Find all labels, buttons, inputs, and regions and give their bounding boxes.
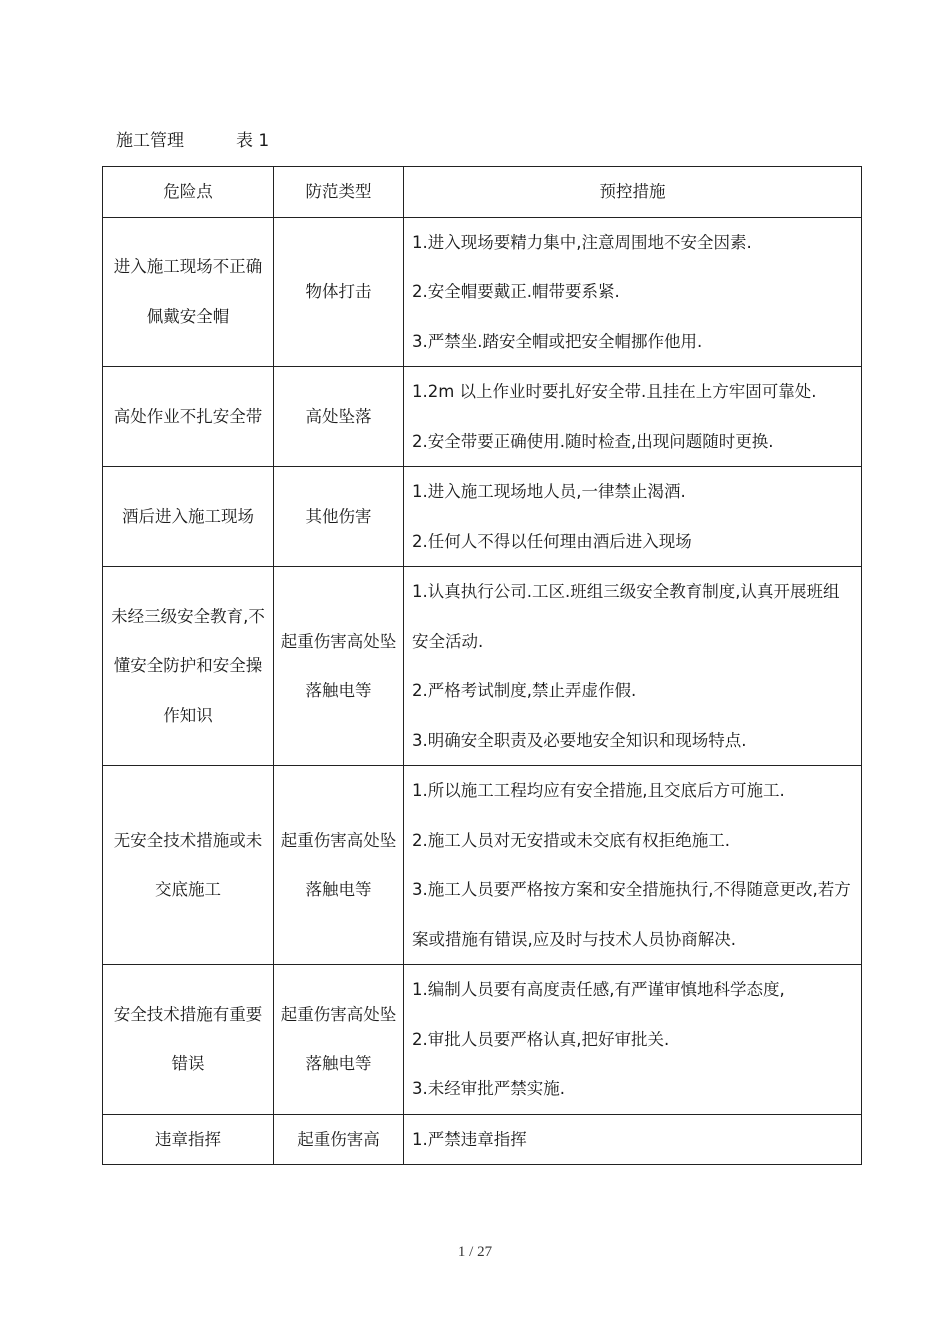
- measure-item: 1.2m 以上作业时要扎好安全带.且挂在上方牢固可靠处.: [412, 382, 817, 401]
- measure-item: 3.明确安全职责及必要地安全知识和现场特点.: [412, 730, 747, 750]
- measure-item: 2.安全帽要戴正.帽带要系紧.: [412, 282, 620, 301]
- type-cell: 物体打击: [274, 217, 404, 367]
- table-row: [103, 766, 862, 965]
- table-row: [103, 1114, 862, 1165]
- document-title: [116, 128, 269, 154]
- measure-item: 1.进入现场要精力集中,注意周围地不安全因素.: [412, 232, 752, 252]
- measures-cell: [404, 1114, 862, 1165]
- section-title: 施工管理: [116, 131, 184, 151]
- hazard-control-table: [102, 166, 862, 1165]
- type-cell: 起重伤害高: [274, 1114, 404, 1165]
- measure-item: 3.施工人员要严格按方案和安全措施执行,不得随意更改,若方案或措施有错误,应及时与技术人员协商解决.: [412, 880, 851, 949]
- hazard-cell: 进入施工现场不正确佩戴安全帽: [103, 217, 274, 367]
- measures-cell: [404, 766, 862, 965]
- table-label: 表 1: [236, 131, 270, 151]
- measure-item: 2.审批人员要严格认真,把好审批关.: [412, 1029, 670, 1049]
- measures-cell: [404, 965, 862, 1115]
- measures-cell: [404, 567, 862, 766]
- table-row: [103, 965, 862, 1115]
- hazard-cell: 违章指挥: [103, 1114, 274, 1165]
- column-header-measures: 预控措施: [404, 167, 862, 218]
- type-cell: 其他伤害: [274, 467, 404, 567]
- hazard-cell: 高处作业不扎安全带: [103, 367, 274, 467]
- measure-item: 1.所以施工工程均应有安全措施,且交底后方可施工.: [412, 781, 785, 800]
- hazard-cell: 酒后进入施工现场: [103, 467, 274, 567]
- hazard-cell: 安全技术措施有重要错误: [103, 965, 274, 1115]
- type-cell: 起重伤害高处坠落触电等: [274, 766, 404, 965]
- measure-item: 1.认真执行公司.工区.班组三级安全教育制度,认真开展班组安全活动.: [412, 582, 840, 651]
- measure-item: 2.任何人不得以任何理由酒后进入现场: [412, 531, 692, 551]
- column-header-hazard: 危险点: [103, 167, 274, 218]
- measures-cell: [404, 217, 862, 367]
- type-cell: 高处坠落: [274, 367, 404, 467]
- measure-item: 1.编制人员要有高度责任感,有严谨审慎地科学态度,: [412, 980, 785, 999]
- table-row: [103, 467, 862, 567]
- table-header-row: [103, 167, 862, 218]
- measure-item: 2.施工人员对无安措或未交底有权拒绝施工.: [412, 830, 730, 850]
- measure-item: 2.安全带要正确使用.随时检查,出现问题随时更换.: [412, 431, 774, 451]
- page-number: 1 / 27: [457, 1244, 493, 1260]
- column-header-type: 防范类型: [274, 167, 404, 218]
- measures-cell: [404, 467, 862, 567]
- type-cell: 起重伤害高处坠落触电等: [274, 567, 404, 766]
- table-row: [103, 367, 862, 467]
- measure-item: 3.严禁坐.踏安全帽或把安全帽挪作他用.: [412, 331, 703, 351]
- measures-cell: [404, 367, 862, 467]
- measure-item: 3.未经审批严禁实施.: [412, 1079, 565, 1098]
- measure-item: 1.进入施工现场地人员,一律禁止渴酒.: [412, 482, 686, 501]
- hazard-cell: 无安全技术措施或未交底施工: [103, 766, 274, 965]
- measure-item: 2.严格考试制度,禁止弄虚作假.: [412, 681, 637, 700]
- table-row: [103, 217, 862, 367]
- type-cell: 起重伤害高处坠落触电等: [274, 965, 404, 1115]
- measure-item: 1.严禁违章指挥: [412, 1129, 527, 1149]
- hazard-cell: 未经三级安全教育,不懂安全防护和安全操作知识: [103, 567, 274, 766]
- table-row: [103, 567, 862, 766]
